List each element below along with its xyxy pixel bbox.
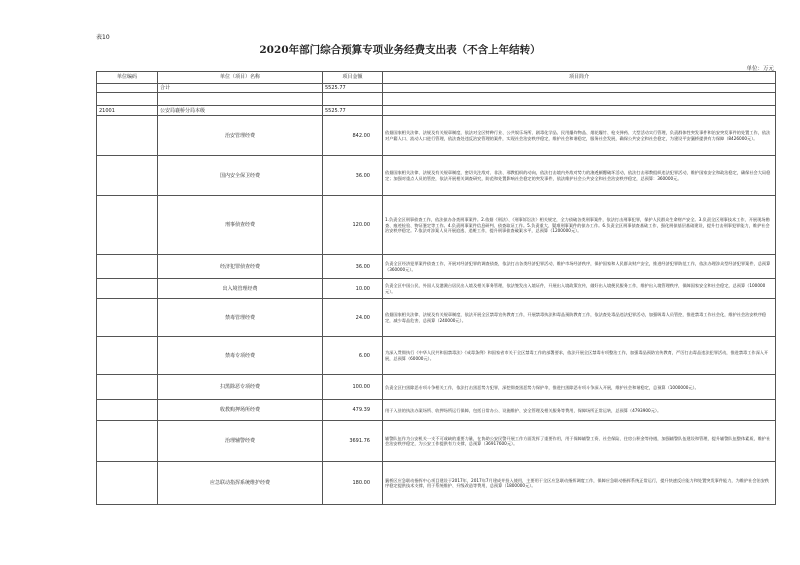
row-code [97,462,158,505]
table-row [97,93,776,106]
row-amount: 36.00 [323,255,383,279]
row-desc: 襄桥区应急联动指挥中心项目建设于2017年，2017年7月建成并投入使用，主要用于全区应急联动指挥调度工作，保障应急联动指挥系统正常运行，提升快速反应能力和处置突发事件能力，为维护社会治安秩序稳定提供技术支撑，用于系统维护、升级改造等费用，总预算（1800000元）。 [383,462,776,505]
table-row [97,279,776,299]
row-name: 国内安全保卫经费 [158,156,323,196]
row-desc [383,84,776,93]
table-row [97,375,776,400]
row-code [97,116,158,156]
table-row [97,421,776,462]
row-desc: 负责全区扫黑除恶专项斗争相关工作，依法打击黑恶势力犯罪，深挖彻查黑恶势力保护伞，推进扫黑除恶专项斗争深入开展，维护社会和谐稳定，总预算（1000000元）。 [383,375,776,400]
row-amount: 180.00 [323,462,383,505]
header-amount: 项目金额 [323,72,383,84]
header-desc: 项目简介 [383,72,776,84]
row-code [97,337,158,375]
row-desc: 依据国家相关法律、法规及有关规章制度，密切关注敌对、非法、邪教组织的动向，依法打击境内外敌对势力的渗透颠覆破坏活动，依法打击邪教组织违法犯罪活动，维护国家安全和政治稳定，确保社会大局稳定；加强对重点人员的管控，依法开展相关调查研究，防范和处置影响社会稳定的突发事件，依法维护社会公共安全和社会治安秩序稳定，总预算：360000元。 [383,156,776,196]
budget-table [96,71,776,505]
row-name: 禁毒专项经费 [158,337,323,375]
header-code: 单位编码 [97,72,158,84]
row-name: 合计 [158,84,323,93]
row-code [97,375,158,400]
row-amount: 24.00 [323,299,383,337]
row-name: 公安局襄桥分局本级 [158,106,323,116]
row-desc [383,93,776,106]
row-name: 治安管理经费 [158,116,323,156]
header-name: 单位（项目）名称 [158,72,323,84]
row-amount: 5525.77 [323,106,383,116]
row-desc: 辅警队伍作为公安机关一支不可或缺的重要力量，在协助公安民警开展工作方面发挥了重要作用，用于保障辅警工资、社会保险、住房公积金等待遇，加强辅警队伍建设和管理，提升辅警队伍整体素质，维护社会治安秩序稳定，为公安工作提供有力支撑，总预算（36917600元）。 [383,421,776,462]
table-row [97,196,776,255]
row-name: 应急联动指挥系统维护经费 [158,462,323,505]
row-amount: 36.00 [323,156,383,196]
table-row [97,337,776,375]
table-row [97,255,776,279]
row-amount: 479.39 [323,400,383,421]
row-amount [323,93,383,106]
row-name: 出入境管理经费 [158,279,323,299]
row-code [97,84,158,93]
row-code [97,279,158,299]
row-name [158,93,323,106]
page-title: 2020年部门综合预算专项业务经费支出表（不含上年结转） [259,44,541,56]
row-name: 收教购押场所经费 [158,400,323,421]
row-code [97,421,158,462]
table-row [97,462,776,505]
row-code [97,156,158,196]
row-desc: 负责全区中国公民、外国人及港澳台居民出入境及相关事务管理，依法签发出入境证件，开展出入境政策宣传，做好出入境便民服务工作，维护出入境管理秩序，保障国家安全和社会稳定，总预算（100000元）。 [383,279,776,299]
row-desc: 1.负责全区刑事侦查工作，依法侦办各类刑事案件。2.依据《刑法》、《刑事诉讼法》相关规定，全力侦破各类刑事案件，依法打击刑事犯罪，保护人民群众生命财产安全。3.负责全区刑事技术工作，开展现场勘查、痕迹检验、物证鉴定等工作。4.负责刑事案件信息研判、侦查取证工作。5.负责重大、疑难刑事案件的侦办工作。6.负责全区刑事侦查基础工作，强化刑侦基层基础建设，提升打击刑事犯罪能力，维护社会治安秩序稳定。7.依法对涉案人员开展追逃、追赃工作，提升刑事侦查破案水平，总预算（1200000元）。 [383,196,776,255]
table-row [97,106,776,116]
row-name: 刑事侦查经费 [158,196,323,255]
row-amount: 3691.76 [323,421,383,462]
row-name: 禁毒管理经费 [158,299,323,337]
table-row [97,156,776,196]
row-code [97,196,158,255]
row-amount: 100.00 [323,375,383,400]
table-row [97,400,776,421]
row-desc: 为深入贯彻执行《中华人民共和国禁毒法》《戒毒条例》和国家省市关于全区禁毒工作的部署要求，依法开展全区禁毒专项整治工作，加强毒品预防宣传教育，严厉打击毒品违法犯罪活动，推进禁毒工作深入开展，总预算（60000元）。 [383,337,776,375]
row-name: 经济犯罪侦查经费 [158,255,323,279]
row-amount: 10.00 [323,279,383,299]
row-code [97,255,158,279]
row-amount: 5525.77 [323,84,383,93]
row-amount: 120.00 [323,196,383,255]
row-desc: 负责全区经济犯罪案件侦查工作，开展对经济犯罪的调查侦查，依法打击各类经济犯罪活动，维护市场经济秩序，保护国家和人民群众财产安全，推进经济犯罪防范工作，依法办理涉众型经济犯罪案件，总预算（360000元）。 [383,255,776,279]
row-code [97,93,158,106]
row-code [97,400,158,421]
table-row [97,299,776,337]
row-desc: 用于入驻的执法办案场所、收押场所运行保障，包括日常办公、设施维护、安全管理及相关服务等费用，保障场所正常运转，总预算（4793900元）。 [383,400,776,421]
table-header [97,72,776,84]
doc-tag: 表10 [96,34,110,41]
row-code: 21001 [97,106,158,116]
row-amount: 6.00 [323,337,383,375]
row-desc: 依据国家相关法律、法规及有关规章制度，依法对全区特种行业、公共娱乐场所、剧毒化学品、民用爆炸物品、烟花爆竹、枪支弹药、大型活动实行管理，负责群体性突发事件和治安突发事件的处置工作，依法对户籍人口、流动人口进行管理，依法查处违反治安管理的案件，实现社会治安秩序稳定，维护社会和谐稳定，服务社会发展，确保公共安全和社会稳定，为建设平安襄桥提供有力保障（8426000元）。 [383,116,776,156]
row-name: 扫黑除恶专项经费 [158,375,323,400]
row-desc: 依据国家相关法律、法规及有关规章制度，依法开展全区禁毒宣传教育工作，开展禁毒执法和毒品预防教育工作，依法查处毒品违法犯罪活动，加强吸毒人员管控，推进禁毒工作社会化，维护社会治安秩序稳定，减少毒品危害，总预算（240000元）。 [383,299,776,337]
table-row [97,84,776,93]
row-amount: 842.00 [323,116,383,156]
row-name: 治理辅警经费 [158,421,323,462]
row-desc [383,106,776,116]
table-row [97,116,776,156]
row-code [97,299,158,337]
unit-label: 单位：万元 [746,66,774,72]
